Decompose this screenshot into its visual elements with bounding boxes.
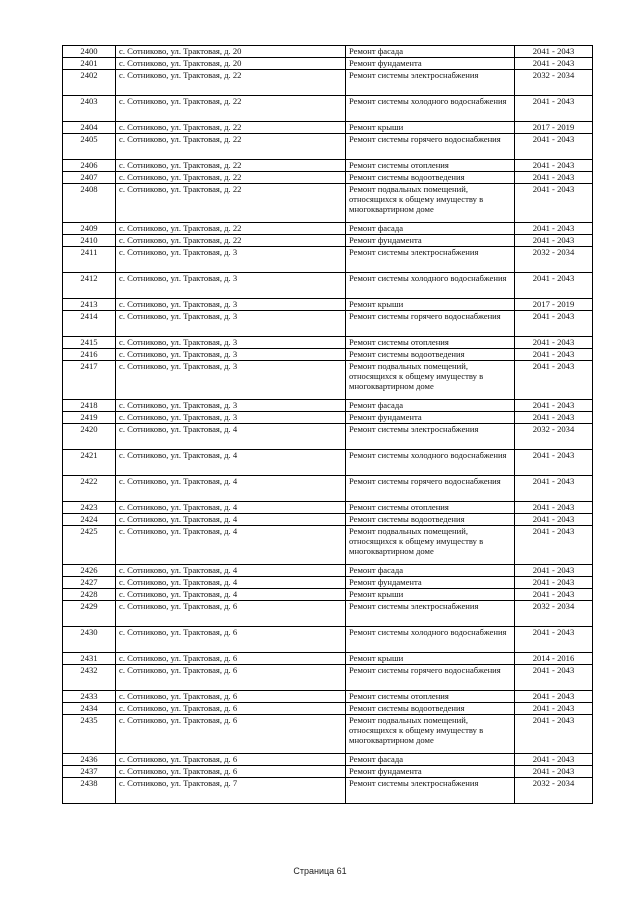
work-type-cell: Ремонт фундамента [346, 235, 515, 247]
table-row [63, 337, 593, 349]
table-row [63, 766, 593, 778]
table-row [63, 601, 593, 627]
work-type-cell: Ремонт фасада [346, 754, 515, 766]
work-type-cell: Ремонт крыши [346, 653, 515, 665]
row-number-cell: 2401 [63, 58, 116, 70]
work-type-cell: Ремонт системы водоотведения [346, 703, 515, 715]
address-cell: с. Сотниково, ул. Трактовая, д. 4 [116, 589, 346, 601]
address-cell: с. Сотниково, ул. Трактовая, д. 4 [116, 502, 346, 514]
row-number-cell: 2420 [63, 424, 116, 450]
table-row [63, 412, 593, 424]
address-cell: с. Сотниково, ул. Трактовая, д. 6 [116, 653, 346, 665]
address-cell: с. Сотниково, ул. Трактовая, д. 3 [116, 299, 346, 311]
period-cell: 2041 - 2043 [515, 160, 593, 172]
work-type-cell: Ремонт системы электроснабжения [346, 424, 515, 450]
work-type-cell: Ремонт системы холодного водоснабжения [346, 450, 515, 476]
work-type-cell: Ремонт крыши [346, 299, 515, 311]
row-number-cell: 2431 [63, 653, 116, 665]
work-type-cell: Ремонт крыши [346, 589, 515, 601]
work-type-cell: Ремонт фундамента [346, 412, 515, 424]
work-type-cell: Ремонт системы водоотведения [346, 172, 515, 184]
period-cell: 2041 - 2043 [515, 665, 593, 691]
row-number-cell: 2438 [63, 778, 116, 804]
period-cell: 2032 - 2034 [515, 778, 593, 804]
address-cell: с. Сотниково, ул. Трактовая, д. 22 [116, 223, 346, 235]
table-row [63, 514, 593, 526]
table-row [63, 96, 593, 122]
address-cell: с. Сотниково, ул. Трактовая, д. 4 [116, 514, 346, 526]
work-type-cell: Ремонт системы водоотведения [346, 514, 515, 526]
table-row [63, 247, 593, 273]
work-type-cell: Ремонт фасада [346, 565, 515, 577]
work-type-cell: Ремонт системы водоотведения [346, 349, 515, 361]
table-row [63, 400, 593, 412]
row-number-cell: 2404 [63, 122, 116, 134]
address-cell: с. Сотниково, ул. Трактовая, д. 4 [116, 565, 346, 577]
row-number-cell: 2407 [63, 172, 116, 184]
period-cell: 2032 - 2034 [515, 70, 593, 96]
work-type-cell: Ремонт системы холодного водоснабжения [346, 96, 515, 122]
period-cell: 2041 - 2043 [515, 526, 593, 565]
row-number-cell: 2408 [63, 184, 116, 223]
table-row [63, 424, 593, 450]
work-type-cell: Ремонт фундамента [346, 766, 515, 778]
table-row [63, 273, 593, 299]
work-type-cell: Ремонт системы горячего водоснабжения [346, 476, 515, 502]
period-cell: 2041 - 2043 [515, 754, 593, 766]
repair-schedule-table [62, 45, 593, 804]
work-type-cell: Ремонт системы электроснабжения [346, 247, 515, 273]
address-cell: с. Сотниково, ул. Трактовая, д. 4 [116, 450, 346, 476]
row-number-cell: 2415 [63, 337, 116, 349]
row-number-cell: 2436 [63, 754, 116, 766]
work-type-cell: Ремонт системы горячего водоснабжения [346, 665, 515, 691]
table-row [63, 184, 593, 223]
address-cell: с. Сотниково, ул. Трактовая, д. 22 [116, 96, 346, 122]
row-number-cell: 2433 [63, 691, 116, 703]
table-row [63, 526, 593, 565]
address-cell: с. Сотниково, ул. Трактовая, д. 22 [116, 235, 346, 247]
period-cell: 2041 - 2043 [515, 134, 593, 160]
period-cell: 2041 - 2043 [515, 589, 593, 601]
address-cell: с. Сотниково, ул. Трактовая, д. 6 [116, 703, 346, 715]
table-row [63, 589, 593, 601]
period-cell: 2041 - 2043 [515, 514, 593, 526]
page-number-footer: Страница 61 [293, 866, 347, 876]
period-cell: 2017 - 2019 [515, 122, 593, 134]
period-cell: 2041 - 2043 [515, 337, 593, 349]
period-cell: 2041 - 2043 [515, 565, 593, 577]
row-number-cell: 2437 [63, 766, 116, 778]
row-number-cell: 2424 [63, 514, 116, 526]
address-cell: с. Сотниково, ул. Трактовая, д. 4 [116, 476, 346, 502]
work-type-cell: Ремонт системы холодного водоснабжения [346, 273, 515, 299]
period-cell: 2032 - 2034 [515, 247, 593, 273]
address-cell: с. Сотниково, ул. Трактовая, д. 6 [116, 601, 346, 627]
table-row [63, 577, 593, 589]
row-number-cell: 2409 [63, 223, 116, 235]
period-cell: 2041 - 2043 [515, 273, 593, 299]
address-cell: с. Сотниково, ул. Трактовая, д. 6 [116, 715, 346, 754]
work-type-cell: Ремонт фасада [346, 46, 515, 58]
period-cell: 2032 - 2034 [515, 601, 593, 627]
period-cell: 2017 - 2019 [515, 299, 593, 311]
address-cell: с. Сотниково, ул. Трактовая, д. 22 [116, 70, 346, 96]
table-row [63, 361, 593, 400]
address-cell: с. Сотниково, ул. Трактовая, д. 3 [116, 349, 346, 361]
period-cell: 2041 - 2043 [515, 311, 593, 337]
table-row [63, 223, 593, 235]
row-number-cell: 2423 [63, 502, 116, 514]
period-cell: 2041 - 2043 [515, 235, 593, 247]
row-number-cell: 2430 [63, 627, 116, 653]
table-row [63, 450, 593, 476]
address-cell: с. Сотниково, ул. Трактовая, д. 7 [116, 778, 346, 804]
table-row [63, 160, 593, 172]
row-number-cell: 2403 [63, 96, 116, 122]
row-number-cell: 2405 [63, 134, 116, 160]
address-cell: с. Сотниково, ул. Трактовая, д. 3 [116, 247, 346, 273]
row-number-cell: 2421 [63, 450, 116, 476]
period-cell: 2041 - 2043 [515, 412, 593, 424]
period-cell: 2041 - 2043 [515, 703, 593, 715]
address-cell: с. Сотниково, ул. Трактовая, д. 20 [116, 46, 346, 58]
table-row [63, 653, 593, 665]
table-row [63, 311, 593, 337]
period-cell: 2041 - 2043 [515, 172, 593, 184]
work-type-cell: Ремонт фасада [346, 400, 515, 412]
period-cell: 2041 - 2043 [515, 58, 593, 70]
table-row [63, 476, 593, 502]
period-cell: 2041 - 2043 [515, 450, 593, 476]
address-cell: с. Сотниково, ул. Трактовая, д. 4 [116, 577, 346, 589]
period-cell: 2041 - 2043 [515, 46, 593, 58]
address-cell: с. Сотниково, ул. Трактовая, д. 3 [116, 337, 346, 349]
period-cell: 2041 - 2043 [515, 715, 593, 754]
row-number-cell: 2422 [63, 476, 116, 502]
row-number-cell: 2406 [63, 160, 116, 172]
row-number-cell: 2411 [63, 247, 116, 273]
row-number-cell: 2414 [63, 311, 116, 337]
table-row [63, 691, 593, 703]
table-row [63, 627, 593, 653]
work-type-cell: Ремонт фасада [346, 223, 515, 235]
work-type-cell: Ремонт крыши [346, 122, 515, 134]
table-row [63, 565, 593, 577]
table-body [63, 46, 593, 804]
period-cell: 2041 - 2043 [515, 577, 593, 589]
row-number-cell: 2427 [63, 577, 116, 589]
row-number-cell: 2402 [63, 70, 116, 96]
address-cell: с. Сотниково, ул. Трактовая, д. 3 [116, 273, 346, 299]
row-number-cell: 2419 [63, 412, 116, 424]
row-number-cell: 2413 [63, 299, 116, 311]
address-cell: с. Сотниково, ул. Трактовая, д. 22 [116, 122, 346, 134]
row-number-cell: 2425 [63, 526, 116, 565]
address-cell: с. Сотниково, ул. Трактовая, д. 3 [116, 311, 346, 337]
period-cell: 2041 - 2043 [515, 349, 593, 361]
table-row [63, 70, 593, 96]
table-row [63, 134, 593, 160]
work-type-cell: Ремонт системы отопления [346, 502, 515, 514]
row-number-cell: 2400 [63, 46, 116, 58]
period-cell: 2041 - 2043 [515, 96, 593, 122]
work-type-cell: Ремонт системы электроснабжения [346, 778, 515, 804]
work-type-cell: Ремонт подвальных помещений, относящихся к общему имуществу в многоквартирном доме [346, 526, 515, 565]
address-cell: с. Сотниково, ул. Трактовая, д. 3 [116, 400, 346, 412]
address-cell: с. Сотниково, ул. Трактовая, д. 22 [116, 184, 346, 223]
work-type-cell: Ремонт подвальных помещений, относящихся к общему имуществу в многоквартирном доме [346, 715, 515, 754]
work-type-cell: Ремонт системы горячего водоснабжения [346, 134, 515, 160]
period-cell: 2041 - 2043 [515, 627, 593, 653]
address-cell: с. Сотниково, ул. Трактовая, д. 3 [116, 412, 346, 424]
period-cell: 2014 - 2016 [515, 653, 593, 665]
table-row [63, 703, 593, 715]
period-cell: 2041 - 2043 [515, 223, 593, 235]
period-cell: 2041 - 2043 [515, 476, 593, 502]
work-type-cell: Ремонт подвальных помещений, относящихся к общему имуществу в многоквартирном доме [346, 361, 515, 400]
table-row [63, 172, 593, 184]
work-type-cell: Ремонт системы отопления [346, 337, 515, 349]
work-type-cell: Ремонт системы отопления [346, 160, 515, 172]
table-row [63, 235, 593, 247]
period-cell: 2041 - 2043 [515, 361, 593, 400]
table-row [63, 46, 593, 58]
table-row [63, 122, 593, 134]
row-number-cell: 2434 [63, 703, 116, 715]
address-cell: с. Сотниково, ул. Трактовая, д. 22 [116, 160, 346, 172]
period-cell: 2041 - 2043 [515, 766, 593, 778]
work-type-cell: Ремонт системы электроснабжения [346, 601, 515, 627]
period-cell: 2041 - 2043 [515, 400, 593, 412]
work-type-cell: Ремонт системы отопления [346, 691, 515, 703]
address-cell: с. Сотниково, ул. Трактовая, д. 4 [116, 424, 346, 450]
work-type-cell: Ремонт подвальных помещений, относящихся к общему имуществу в многоквартирном доме [346, 184, 515, 223]
address-cell: с. Сотниково, ул. Трактовая, д. 6 [116, 754, 346, 766]
work-type-cell: Ремонт фундамента [346, 58, 515, 70]
address-cell: с. Сотниково, ул. Трактовая, д. 6 [116, 665, 346, 691]
address-cell: с. Сотниково, ул. Трактовая, д. 6 [116, 627, 346, 653]
table-row [63, 349, 593, 361]
row-number-cell: 2412 [63, 273, 116, 299]
address-cell: с. Сотниково, ул. Трактовая, д. 4 [116, 526, 346, 565]
work-type-cell: Ремонт системы горячего водоснабжения [346, 311, 515, 337]
table-row [63, 778, 593, 804]
row-number-cell: 2417 [63, 361, 116, 400]
address-cell: с. Сотниково, ул. Трактовая, д. 22 [116, 172, 346, 184]
address-cell: с. Сотниково, ул. Трактовая, д. 20 [116, 58, 346, 70]
table-row [63, 299, 593, 311]
row-number-cell: 2435 [63, 715, 116, 754]
address-cell: с. Сотниково, ул. Трактовая, д. 22 [116, 134, 346, 160]
row-number-cell: 2432 [63, 665, 116, 691]
period-cell: 2041 - 2043 [515, 691, 593, 703]
row-number-cell: 2416 [63, 349, 116, 361]
period-cell: 2041 - 2043 [515, 502, 593, 514]
table-row [63, 715, 593, 754]
table-row [63, 58, 593, 70]
row-number-cell: 2410 [63, 235, 116, 247]
work-type-cell: Ремонт системы холодного водоснабжения [346, 627, 515, 653]
row-number-cell: 2428 [63, 589, 116, 601]
work-type-cell: Ремонт фундамента [346, 577, 515, 589]
address-cell: с. Сотниково, ул. Трактовая, д. 3 [116, 361, 346, 400]
period-cell: 2032 - 2034 [515, 424, 593, 450]
work-type-cell: Ремонт системы электроснабжения [346, 70, 515, 96]
row-number-cell: 2418 [63, 400, 116, 412]
address-cell: с. Сотниково, ул. Трактовая, д. 6 [116, 691, 346, 703]
row-number-cell: 2426 [63, 565, 116, 577]
address-cell: с. Сотниково, ул. Трактовая, д. 6 [116, 766, 346, 778]
table-row [63, 665, 593, 691]
period-cell: 2041 - 2043 [515, 184, 593, 223]
table-row [63, 754, 593, 766]
table-row [63, 502, 593, 514]
row-number-cell: 2429 [63, 601, 116, 627]
